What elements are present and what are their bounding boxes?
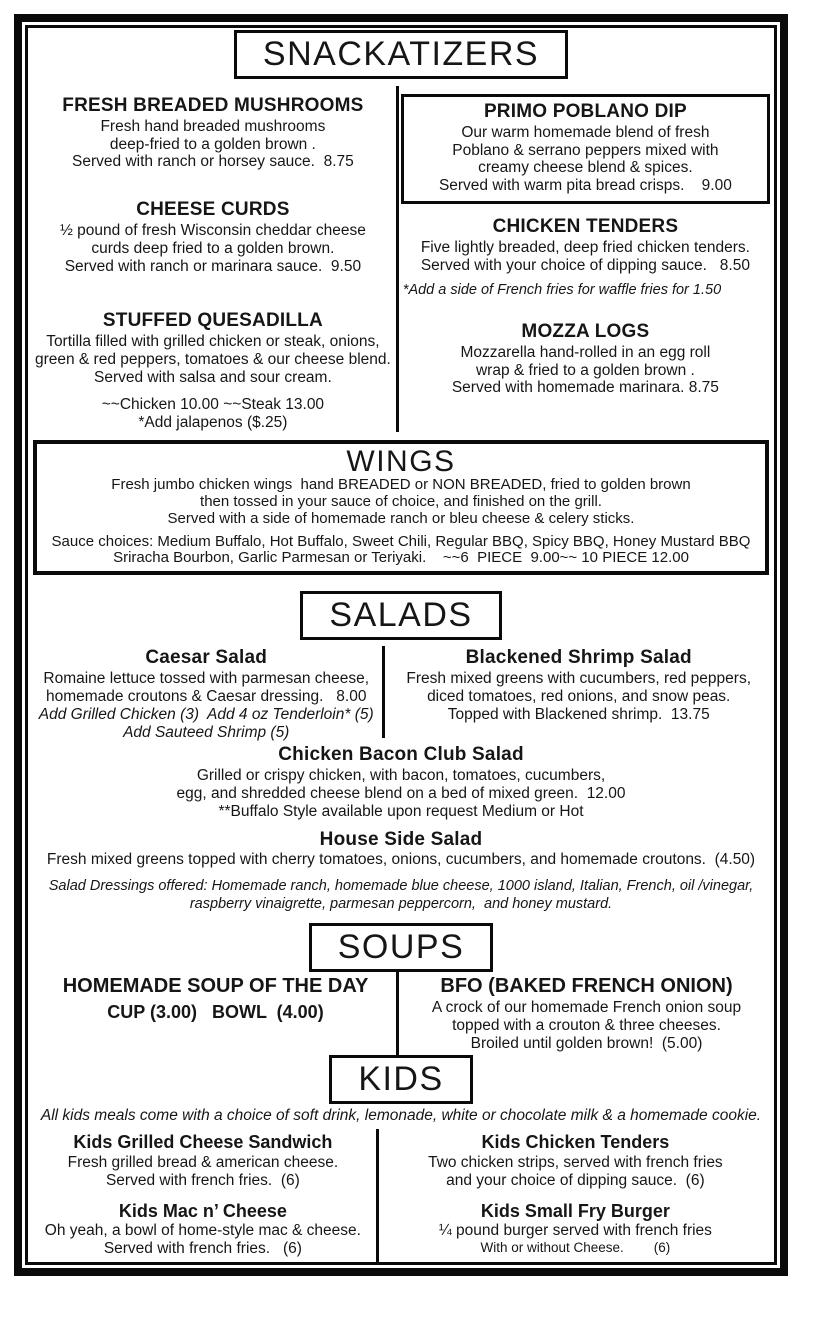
item-line: Fresh mixed greens topped with cherry tomatoes, onions, cucumbers, and homemade croutons. (4.50) [46, 851, 756, 869]
menu-item-kids-small-fry-burger [379, 1200, 772, 1256]
menu-item-stuffed-quesadilla [30, 309, 396, 432]
item-price-line: ~~Chicken 10.00 ~~Steak 13.00 [101, 395, 325, 413]
item-line: green & red peppers, tomatoes & our cheese blend. [34, 350, 391, 368]
item-line: Fresh grilled bread & american cheese. [67, 1153, 339, 1171]
item-line: ½ pound of fresh Wisconsin cheddar cheese [59, 222, 366, 240]
dressings-line: raspberry vinaigrette, parmesan peppercorn, and honey mustard. [189, 895, 613, 912]
menu-item-cheese-curds [30, 198, 396, 276]
salads-left-column [30, 646, 382, 741]
item-title: Blackened Shrimp Salad [465, 646, 692, 668]
item-line: Fresh mixed greens with cucumbers, red peppers, [406, 669, 752, 687]
item-line: topped with a crouton & three cheeses. [452, 1016, 721, 1034]
item-addon-line: Add Grilled Chicken (3) Add 4 oz Tenderloin* (5) [38, 705, 374, 723]
item-title: Chicken Bacon Club Salad [278, 743, 524, 765]
menu-item-bfo-baked-french-onion [401, 974, 772, 1053]
item-addon-line: Add Sauteed Shrimp (5) [123, 723, 290, 741]
salads-title: SALADS [329, 596, 473, 635]
item-line: Our warm homemade blend of fresh [461, 123, 710, 141]
item-line: egg, and shredded cheese blend on a bed of mixed green. 12.00 [176, 784, 626, 802]
salad-dressings-note [30, 878, 772, 913]
soups-left-column [30, 974, 401, 1053]
item-price-line: *Add jalapenos ($.25) [138, 413, 288, 431]
item-line: Five lightly breaded, deep fried chicken tenders. [420, 239, 750, 257]
item-title: CHICKEN TENDERS [492, 216, 679, 238]
column-divider [396, 970, 399, 1057]
item-title: HOMEMADE SOUP OF THE DAY [62, 974, 369, 997]
kids-right-column [379, 1129, 772, 1265]
item-line: wrap & fried to a golden brown . [475, 361, 695, 379]
item-title: CHEESE CURDS [136, 199, 290, 221]
item-line: Grilled or crispy chicken, with bacon, tomatoes, cucumbers, [196, 766, 606, 784]
snackatizers-title: SNACKATIZERS [262, 35, 540, 73]
item-price-lines [30, 396, 396, 432]
wings-title: WINGS [346, 444, 456, 478]
item-line: creamy cheese blend & spices. [478, 159, 693, 177]
menu-inner-border [25, 25, 777, 1265]
menu-item-house-side-salad [30, 828, 772, 870]
menu-item-kids-mac-n-cheese [30, 1200, 376, 1258]
item-line: Served with your choice of dipping sauce. 8.50 [420, 257, 750, 275]
item-fine-print: With or without Cheese. (6) [480, 1240, 671, 1256]
menu-item-mozza-logs [399, 320, 772, 398]
wings-line: Fresh jumbo chicken wings hand BREADED or NON BREADED, fried to golden brown [111, 476, 691, 494]
menu-item-chicken-tenders [399, 215, 772, 298]
item-title: Kids Small Fry Burger [480, 1200, 670, 1221]
menu-item-chicken-bacon-club-salad [30, 743, 772, 821]
item-line: A crock of our homemade French onion soup [431, 998, 742, 1016]
item-title: PRIMO POBLANO DIP [483, 100, 687, 122]
snackatizers-left-column [30, 86, 396, 432]
wings-section-box [33, 440, 769, 575]
item-title: STUFFED QUESADILLA [102, 310, 323, 332]
item-line: homemade croutons & Caesar dressing. 8.00 [45, 687, 367, 705]
menu-item-blackened-shrimp-salad [385, 646, 772, 724]
item-title: BFO (BAKED FRENCH ONION) [440, 974, 733, 997]
wings-line: then tossed in your sauce of choice, and finished on the grill. [200, 493, 602, 510]
salads-columns [30, 646, 772, 741]
wings-line: Served with a side of homemade ranch or bleu cheese & celery sticks. [167, 509, 635, 527]
snackatizers-right-column [399, 86, 772, 432]
menu-item-fresh-breaded-mushrooms [30, 94, 396, 172]
item-title: FRESH BREADED MUSHROOMS [62, 94, 364, 116]
dressings-line: Salad Dressings offered: Homemade ranch, homemade blue cheese, 1000 island, Italian, French, oil /vinegar, [48, 878, 754, 895]
item-line: Oh yeah, a bowl of home-style mac & cheese. [44, 1222, 361, 1240]
kids-meals-note: All kids meals come with a choice of soft drink, lemonade, white or chocolate milk & a homemade cookie. [40, 1106, 762, 1124]
menu-item-primo-poblano-dip [401, 94, 770, 205]
item-line: Mozzarella hand-rolled in an egg roll [460, 343, 711, 361]
item-line: diced tomatoes, red onions, and snow peas. [427, 687, 731, 705]
menu-outer-border [14, 14, 788, 1276]
wings-sauce-line: Sauce choices: Medium Buffalo, Hot Buffalo, Sweet Chili, Regular BBQ, Spicy BBQ, Honey Mustard BBQ [51, 532, 751, 550]
item-line: Romaine lettuce tossed with parmesan cheese, [43, 669, 370, 687]
item-line: Served with ranch or horsey sauce. 8.75 [72, 153, 354, 171]
snackatizers-columns [30, 86, 772, 432]
item-line: Poblano & serrano peppers mixed with [452, 141, 719, 159]
soups-columns [30, 974, 772, 1053]
menu-item-caesar-salad [30, 646, 382, 742]
item-title: Kids Grilled Cheese Sandwich [73, 1132, 333, 1153]
item-line: Served with homemade marinara. 8.75 [451, 379, 719, 397]
menu-item-kids-grilled-cheese-sandwich [30, 1131, 376, 1189]
item-line: **Buffalo Style available upon request Medium or Hot [218, 802, 584, 820]
item-line: and your choice of dipping sauce. (6) [446, 1171, 705, 1189]
menu-item-kids-chicken-tenders [379, 1131, 772, 1189]
kids-left-column [30, 1129, 376, 1265]
item-title: Kids Chicken Tenders [481, 1132, 670, 1153]
item-line: Two chicken strips, served with french fries [428, 1153, 723, 1171]
item-line: Served with french fries. (6) [105, 1171, 300, 1189]
item-title: House Side Salad [319, 828, 483, 850]
wings-sauce-line: Sriracha Bourbon, Garlic Parmesan or Teriyaki. ~~6 PIECE 9.00~~ 10 PIECE 12.00 [113, 549, 689, 567]
menu-item-homemade-soup-of-the-day [30, 974, 401, 1023]
item-title: Caesar Salad [145, 646, 268, 668]
salads-title-box [300, 591, 501, 640]
snackatizers-title-box [234, 30, 568, 79]
item-line: deep-fried to a golden brown . [109, 135, 316, 153]
soups-title: SOUPS [337, 928, 465, 967]
item-line: curds deep fried to a golden brown. [91, 240, 335, 258]
item-title: Kids Mac n’ Cheese [118, 1200, 287, 1221]
item-line: Broiled until golden brown! (5.00) [470, 1034, 703, 1052]
item-line: Served with salsa and sour cream. [94, 368, 332, 386]
item-price-line: CUP (3.00) BOWL (4.00) [107, 1001, 324, 1022]
kids-columns [30, 1129, 772, 1265]
kids-title-box [329, 1055, 472, 1104]
item-line: Served with warm pita bread crisps. 9.00 [438, 177, 732, 195]
item-line: Served with french fries. (6) [103, 1240, 302, 1258]
item-title: MOZZA LOGS [521, 320, 650, 342]
item-line: Topped with Blackened shrimp. 13.75 [447, 705, 710, 723]
kids-title: KIDS [358, 1059, 444, 1098]
item-note: *Add a side of French fries for waffle fries for 1.50 [402, 282, 722, 299]
salads-right-column [385, 646, 772, 738]
item-line: Fresh hand breaded mushrooms [100, 117, 326, 135]
soups-title-box [309, 923, 494, 972]
soups-right-column [401, 974, 772, 1053]
item-line: Served with ranch or marinara sauce. 9.50 [64, 258, 362, 276]
item-line: Tortilla filled with grilled chicken or steak, onions, [46, 332, 380, 350]
item-line: ¼ pound burger served with french fries [438, 1222, 712, 1240]
